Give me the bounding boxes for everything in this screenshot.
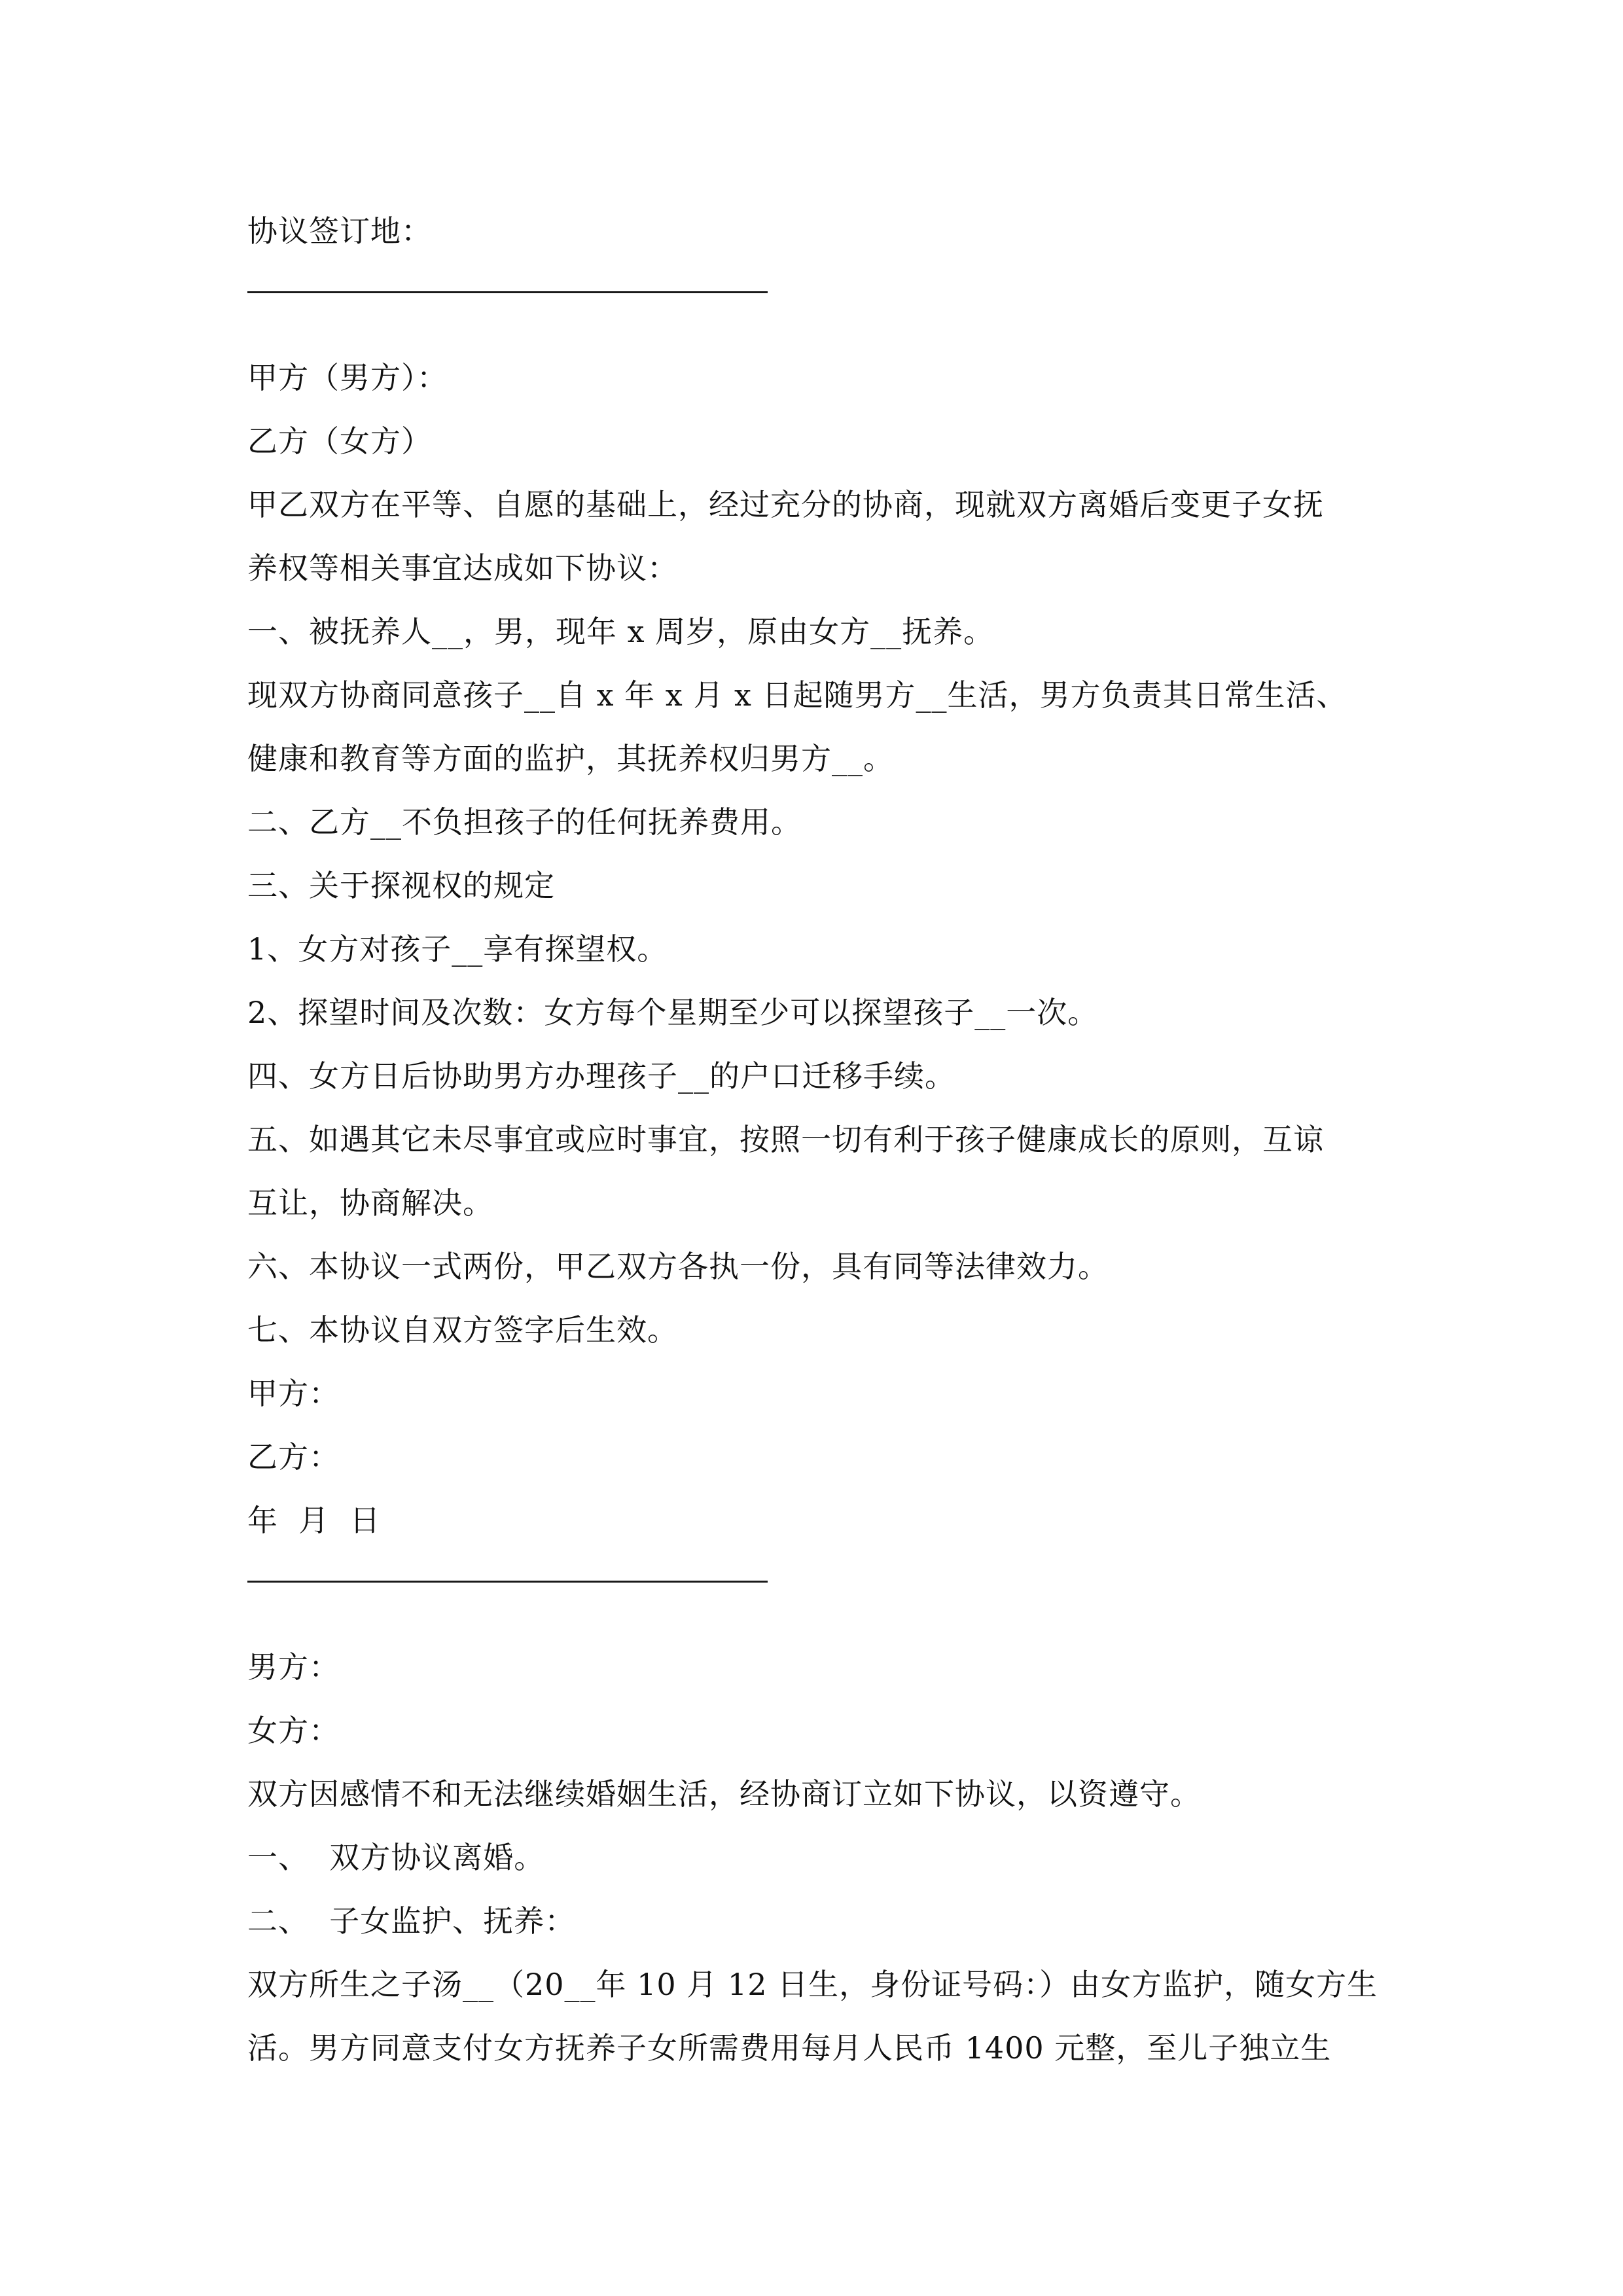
clause-5-line-1: 五、如遇其它未尽事宜或应时事宜，按照一切有利于孩子健康成长的原则，互谅 bbox=[247, 1122, 1324, 1157]
clause-1: 一、被抚养人__，男，现年 x 周岁，原由女方__抚养。 bbox=[247, 614, 995, 649]
husband-line: 男方： bbox=[247, 1649, 340, 1685]
agreement-location-line: 协议签订地： bbox=[247, 213, 432, 249]
preamble-line-2: 养权等相关事宜达成如下协议： bbox=[247, 550, 678, 586]
clause-7: 七、本协议自双方签字后生效。 bbox=[247, 1312, 678, 1348]
wife-line: 女方： bbox=[247, 1713, 340, 1748]
signature-party-b: 乙方： bbox=[247, 1439, 340, 1475]
clause-2: 二、乙方__不负担孩子的任何抚养费用。 bbox=[247, 804, 802, 840]
clause-3-heading: 三、关于探视权的规定 bbox=[247, 868, 555, 903]
clause-3-item-2: 2、探望时间及次数：女方每个星期至少可以探望孩子__一次。 bbox=[247, 995, 1099, 1030]
clause-1-detail-line-2: 健康和教育等方面的监护，其抚养权归男方__。 bbox=[247, 741, 894, 776]
clause-1-detail-line-1: 现双方协商同意孩子__自 x 年 x 月 x 日起随男方__生活，男方负责其日常生活、 bbox=[247, 677, 1347, 713]
custody-detail-line-2: 活。男方同意支付女方抚养子女所需费用每月人民币 1400 元整，至儿子独立生 bbox=[247, 2030, 1332, 2066]
preamble-line-1: 甲乙双方在平等、自愿的基础上，经过充分的协商，现就双方离婚后变更子女抚 bbox=[247, 487, 1324, 522]
divorce-clause-1: 一、 双方协议离婚。 bbox=[247, 1840, 545, 1875]
custody-detail-line-1: 双方所生之子汤__（20__年 10 月 12 日生，身份证号码：）由女方监护，随女方生 bbox=[247, 1967, 1378, 2002]
divorce-clause-2: 二、 子女监护、抚养： bbox=[247, 1903, 576, 1939]
divorce-preamble: 双方因感情不和无法继续婚姻生活，经协商订立如下协议，以资遵守。 bbox=[247, 1776, 1201, 1812]
party-b-line: 乙方（女方） bbox=[247, 423, 432, 459]
signature-party-a: 甲方： bbox=[247, 1376, 340, 1411]
clause-5-line-2: 互让，协商解决。 bbox=[247, 1185, 493, 1221]
signature-date: 年 月 日 bbox=[247, 1503, 381, 1538]
clause-3-item-1: 1、女方对孩子__享有探望权。 bbox=[247, 931, 668, 967]
party-a-line: 甲方（男方）： bbox=[247, 360, 448, 395]
document-body bbox=[247, 204, 1412, 2085]
clause-4: 四、女方日后协助男方办理孩子__的户口迁移手续。 bbox=[247, 1058, 955, 1094]
clause-6: 六、本协议一式两份，甲乙双方各执一份，具有同等法律效力。 bbox=[247, 1249, 1109, 1284]
separator-rule bbox=[247, 268, 1412, 331]
separator-rule bbox=[247, 1557, 1412, 1621]
